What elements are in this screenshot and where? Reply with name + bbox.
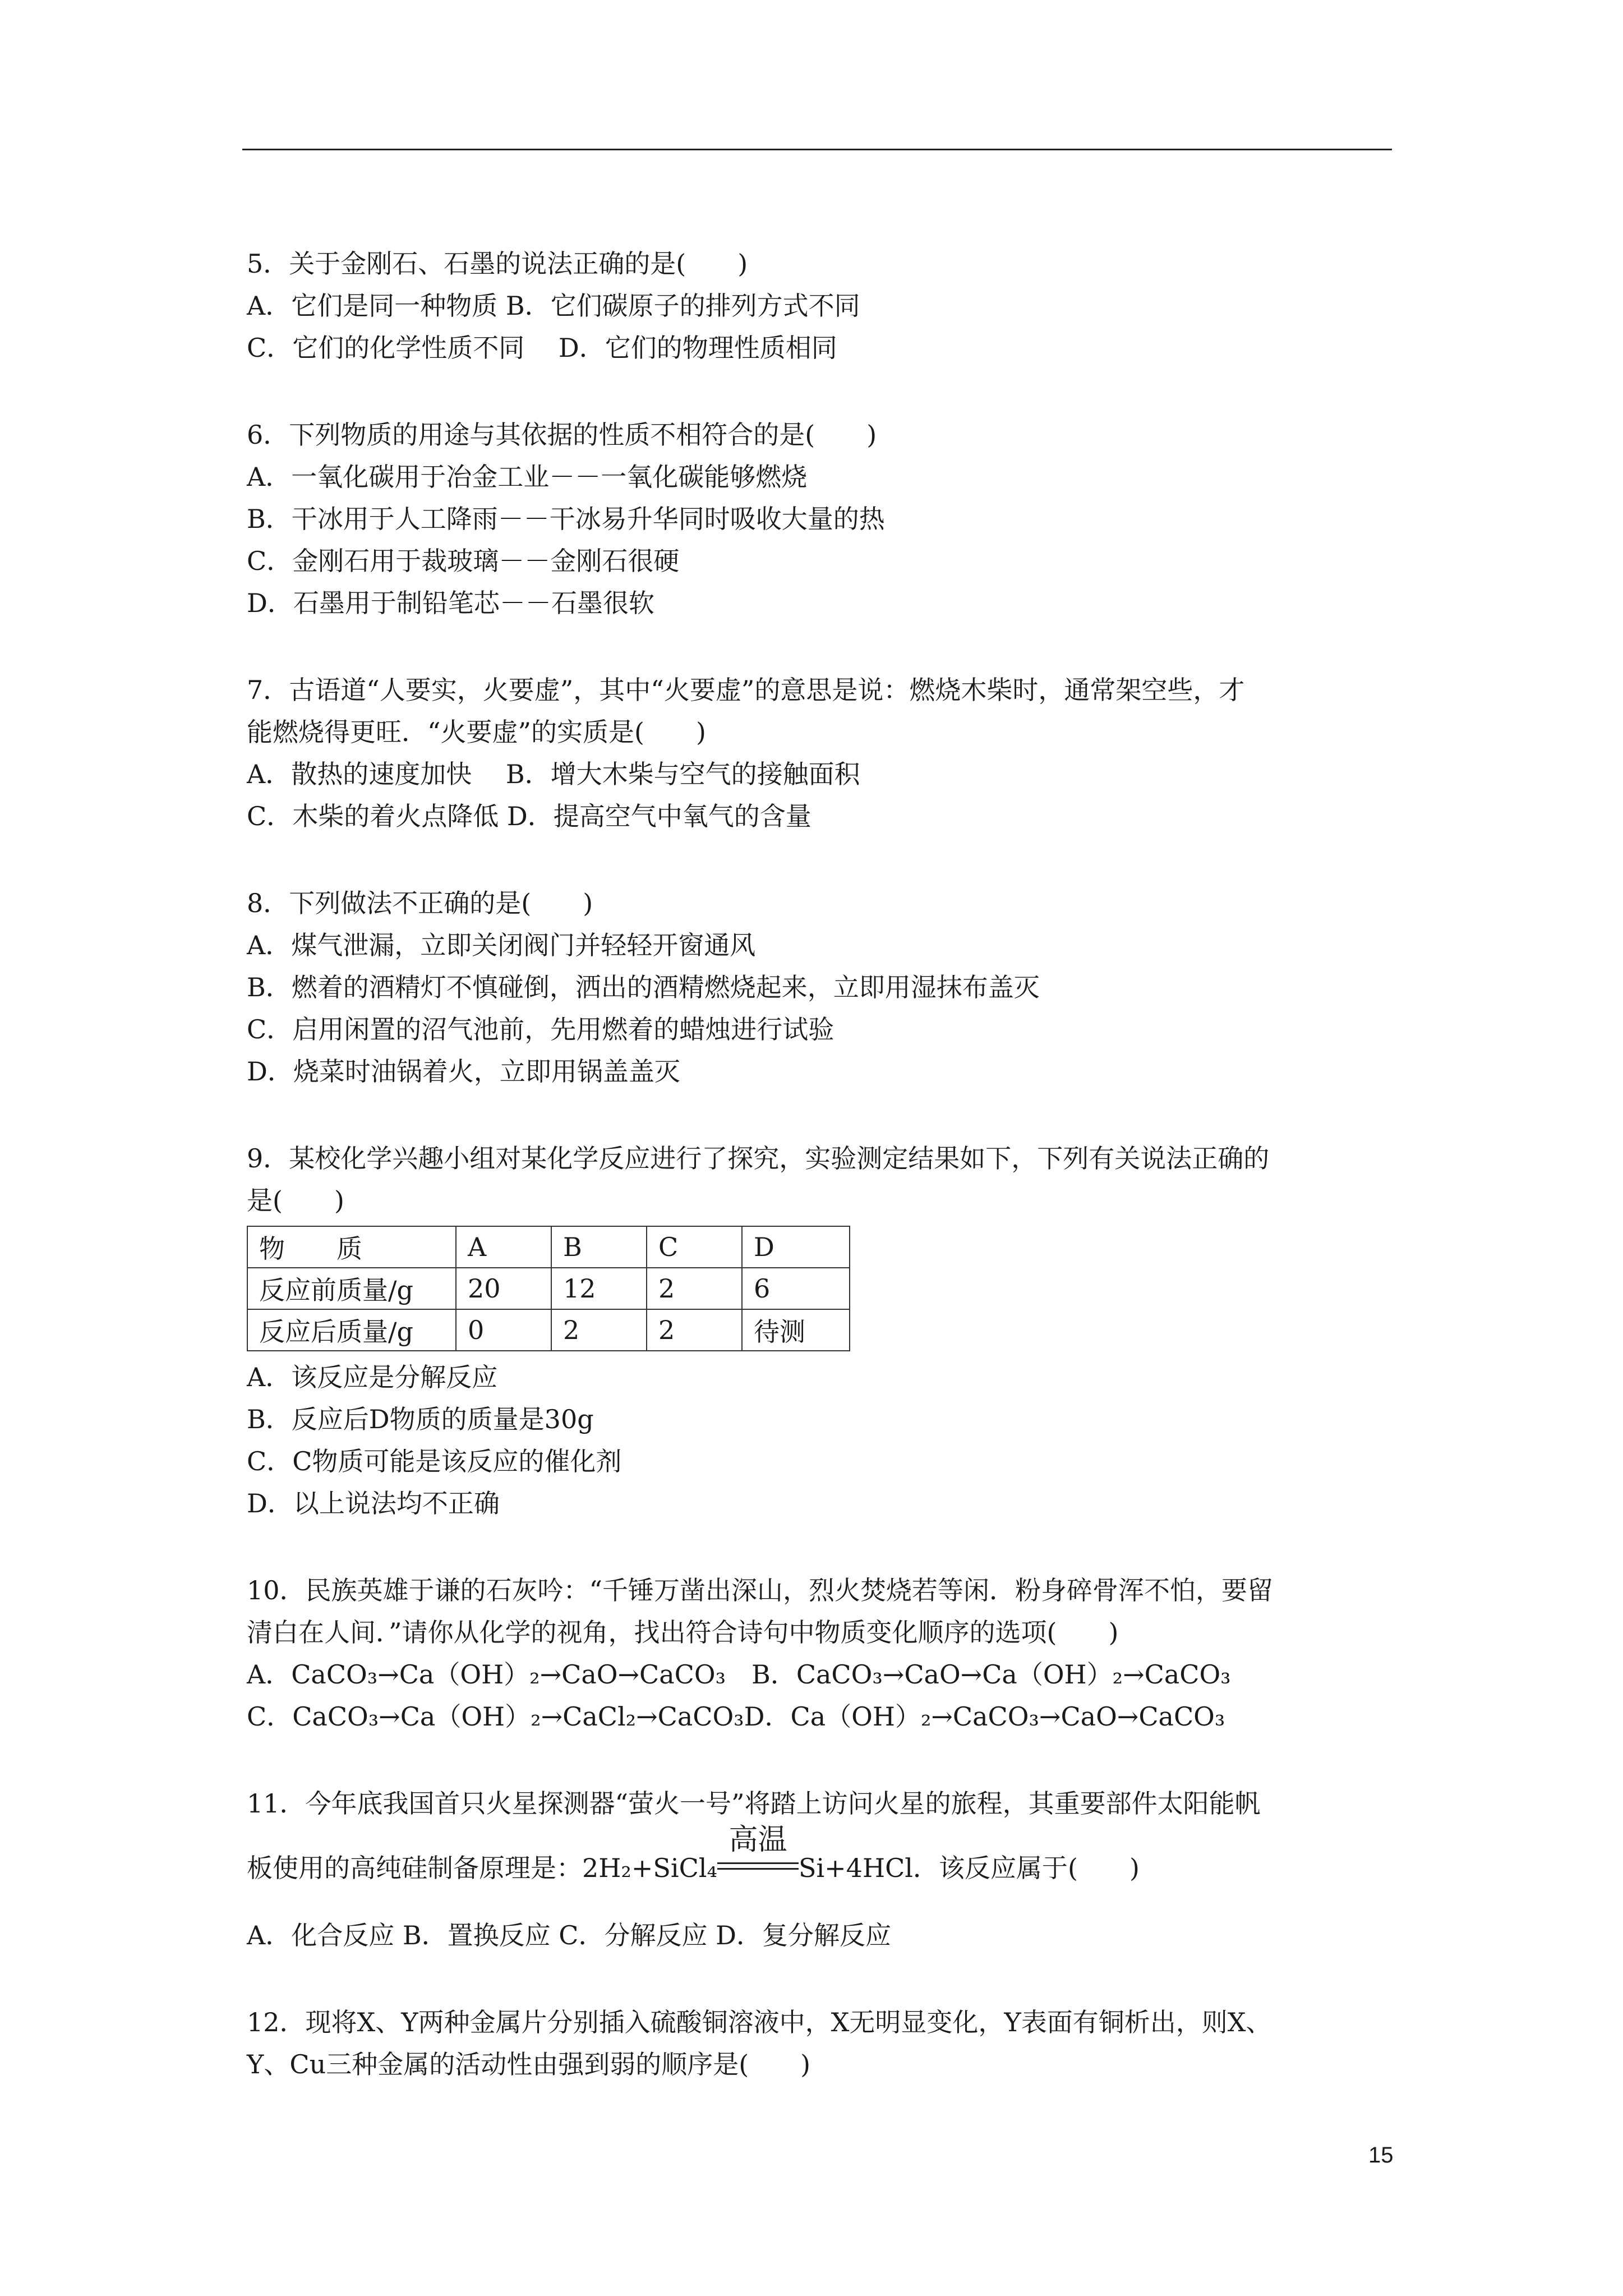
table-cell: 2	[647, 1309, 742, 1351]
table-cell: 2	[647, 1268, 742, 1309]
q5-options-ab: A．它们是同一种物质 B．它们碳原子的排列方式不同	[247, 291, 860, 321]
q7-options-cd: C．木柴的着火点降低 D．提高空气中氧气的含量	[247, 801, 811, 831]
q10-stem-line2: 清白在人间．”请你从化学的视角，找出符合诗句中物质变化顺序的选项( )	[247, 1617, 1119, 1648]
q8-option-c: C．启用闲置的沼气池前，先用燃着的蜡烛进行试验	[247, 1014, 834, 1045]
table-cell: 2	[551, 1309, 647, 1351]
q8-option-b: B．燃着的酒精灯不慎碰倒，洒出的酒精燃烧起来，立即用湿抹布盖灭	[247, 972, 1040, 1002]
table-cell: A	[456, 1226, 551, 1268]
page-number: 15	[1368, 2143, 1394, 2168]
q7-stem-line1: 7．古语道“人要实，火要虚”，其中“火要虚”的意思是说：燃烧木柴时，通常架空些，才	[247, 675, 1245, 705]
q11-stem-reactants: 板使用的高纯硅制备原理是：2H₂+SiCl₄	[247, 1853, 717, 1883]
q9-option-c: C．C物质可能是该反应的催化剂	[247, 1446, 622, 1476]
table-cell: 0	[456, 1309, 551, 1351]
table-cell: 反应后质量/g	[247, 1309, 456, 1351]
q12-stem-line2: Y、Cu三种金属的活动性由强到弱的顺序是( )	[247, 2049, 811, 2079]
q11-equation-line	[247, 1823, 1140, 1885]
q9-option-d: D．以上说法均不正确	[247, 1488, 500, 1519]
table-cell: 20	[456, 1268, 551, 1309]
q11-options: A．化合反应 B．置换反应 C．分解反应 D．复分解反应	[247, 1920, 891, 1950]
q6-stem: 6．下列物质的用途与其依据的性质不相符合的是( )	[247, 420, 877, 450]
q8-option-a: A．煤气泄漏，立即关闭阀门并轻轻开窗通风	[247, 930, 756, 960]
header-rule	[242, 149, 1392, 150]
q12-stem-line1: 12．现将X、Y两种金属片分别插入硫酸铜溶液中，X无明显变化，Y表面有铜析出，则X、	[247, 2007, 1272, 2037]
q9-stem-line1: 9．某校化学兴趣小组对某化学反应进行了探究，实验测定结果如下，下列有关说法正确的	[247, 1143, 1270, 1174]
table-cell: 12	[551, 1268, 647, 1309]
q8-option-d: D．烧菜时油锅着火，立即用锅盖盖灭	[247, 1056, 680, 1087]
q9-stem-line2: 是( )	[247, 1185, 344, 1216]
q5-stem: 5．关于金刚石、石墨的说法正确的是( )	[247, 249, 748, 279]
q7-options-ab: A．散热的速度加快 B．增大木柴与空气的接触面积	[247, 759, 860, 789]
q6-option-d: D．石墨用于制铅笔芯－－石墨很软	[247, 588, 654, 618]
q11-stem-line1: 11．今年底我国首只火星探测器“萤火一号”将踏上访问火星的旅程，其重要部件太阳能帆	[247, 1788, 1261, 1819]
table-row	[247, 1268, 850, 1309]
q9-option-a: A．该反应是分解反应	[247, 1362, 498, 1392]
table-cell: 反应前质量/g	[247, 1268, 456, 1309]
table-cell: 待测	[742, 1309, 850, 1351]
reaction-condition: 高温	[728, 1823, 787, 1857]
q5-options-cd: C．它们的化学性质不同 D．它们的物理性质相同	[247, 333, 837, 363]
table-cell: C	[647, 1226, 742, 1268]
table-header-row	[247, 1226, 850, 1268]
q11-stem-products: Si+4HCl．该反应属于( )	[798, 1853, 1140, 1883]
q8-stem: 8．下列做法不正确的是( )	[247, 888, 593, 918]
table-cell: B	[551, 1226, 647, 1268]
q10-options-ab: A．CaCO₃→Ca（OH）₂→CaO→CaCO₃ B．CaCO₃→CaO→Ca（OH）₂→CaCO₃	[247, 1659, 1231, 1690]
q10-stem-line1: 10．民族英雄于谦的石灰吟：“千锤万凿出深山，烈火焚烧若等闲．粉身碎骨浑不怕，要留	[247, 1575, 1274, 1605]
table-row	[247, 1309, 850, 1351]
table-cell: D	[742, 1226, 850, 1268]
reaction-condition-arrow	[717, 1823, 799, 1885]
q6-option-b: B．干冰用于人工降雨－－干冰易升华同时吸收大量的热	[247, 504, 885, 534]
q9-data-table	[247, 1226, 850, 1351]
table-cell: 物 质	[247, 1226, 456, 1268]
q6-option-c: C．金刚石用于裁玻璃－－金刚石很硬	[247, 546, 680, 576]
q6-option-a: A．一氧化碳用于冶金工业－－一氧化碳能够燃烧	[247, 462, 808, 492]
q9-option-b: B．反应后D物质的质量是30g	[247, 1404, 594, 1434]
q10-options-cd: C．CaCO₃→Ca（OH）₂→CaCl₂→CaCO₃D．Ca（OH）₂→CaCO₃→CaO→CaCO₃	[247, 1701, 1225, 1732]
table-cell: 6	[742, 1268, 850, 1309]
q7-stem-line2: 能燃烧得更旺．“火要虚”的实质是( )	[247, 717, 706, 747]
